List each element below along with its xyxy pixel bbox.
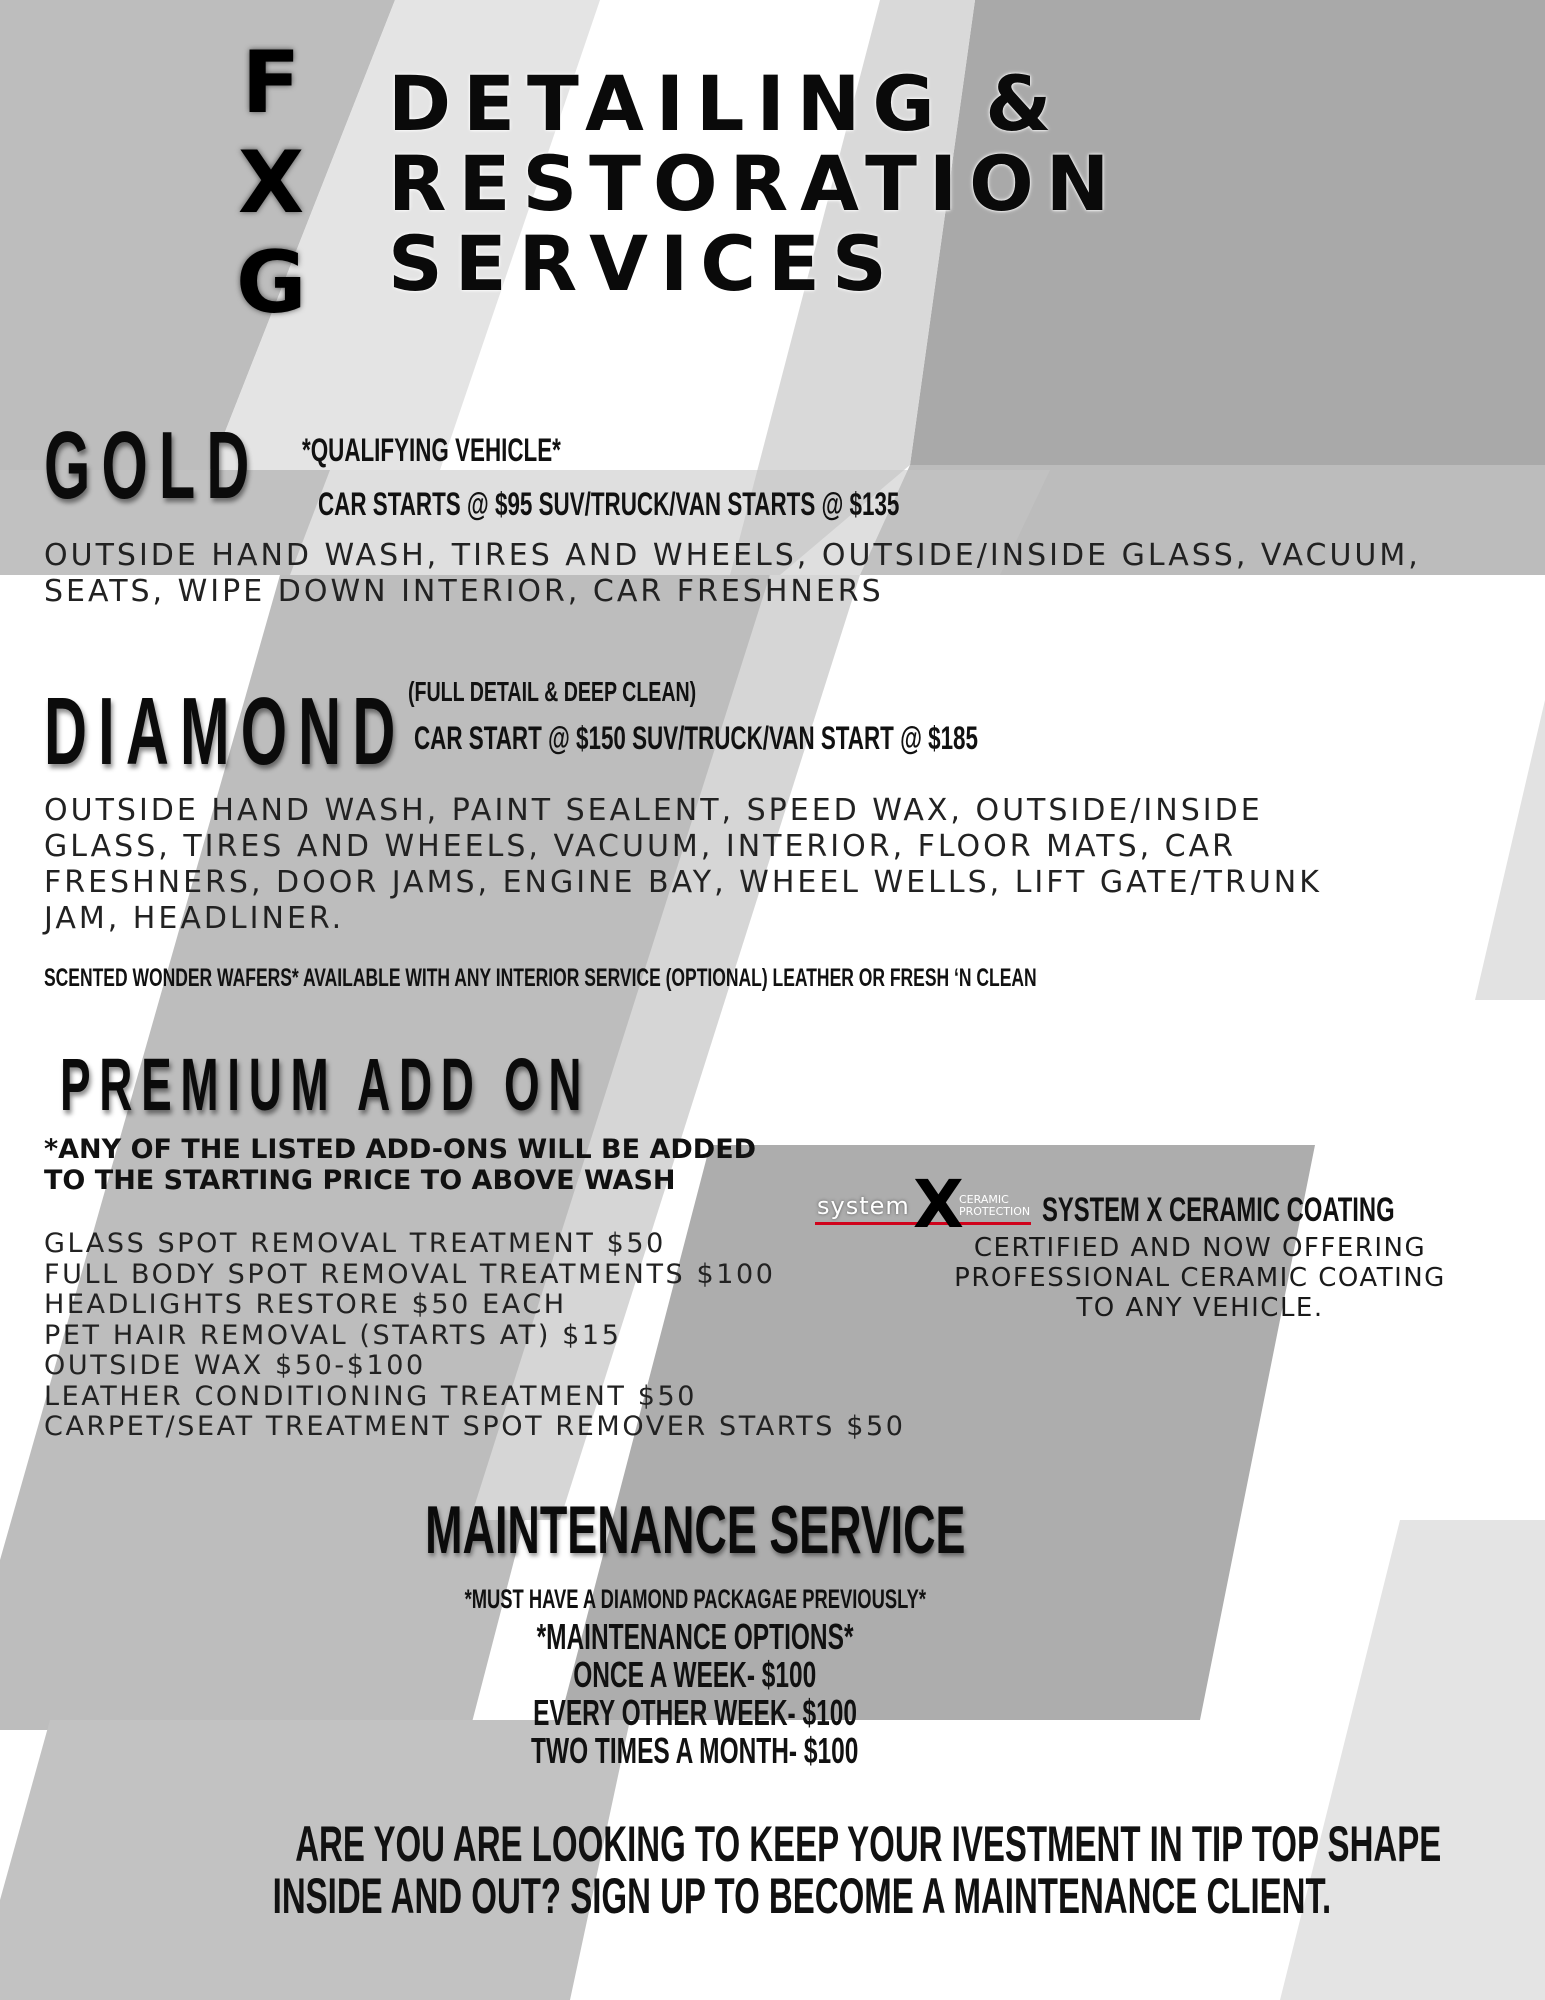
gold-description-line: SEATS, WIPE DOWN INTERIOR, CAR FRESHNERS [44, 574, 884, 609]
addon-item: LEATHER CONDITIONING TREATMENT $50 [44, 1380, 698, 1412]
title-line-1: DETAILING & [388, 59, 1064, 148]
diamond-description-line: GLASS, TIRES AND WHEELS, VACUUM, INTERIOR, FLOOR MATS, CAR [44, 829, 1236, 864]
maintenance-title: MAINTENANCE SERVICE [424, 1492, 966, 1568]
gold-description [44, 538, 1421, 610]
maintenance-option: EVERY OTHER WEEK- $100 [533, 1692, 857, 1733]
addon-list [44, 1229, 906, 1443]
title-line-2: RESTORATION [388, 139, 1122, 228]
diamond-description [44, 793, 1322, 937]
maintenance-options [0, 1618, 1390, 1770]
premium-notice [44, 1134, 756, 1196]
gold-pricing: CAR STARTS @ $95 SUV/TRUCK/VAN STARTS @ $135 [318, 486, 900, 522]
maintenance-option: TWO TIMES A MONTH- $100 [531, 1730, 859, 1771]
addon-item: FULL BODY SPOT REMOVAL TREATMENTS $100 [44, 1258, 776, 1290]
title-line-3: SERVICES [388, 219, 899, 308]
premium-notice-line: *ANY OF THE LISTED ADD-ONS WILL BE ADDED [44, 1134, 757, 1165]
maintenance-options-title: *MAINTENANCE OPTIONS* [536, 1616, 854, 1657]
system-x-logo-tag-line: CERAMIC [959, 1193, 1009, 1206]
maintenance-requirement-wrap [0, 1580, 1390, 1618]
diamond-wafers-note: SCENTED WONDER WAFERS* AVAILABLE WITH ANY INTERIOR SERVICE (OPTIONAL) LEATHER OR FRESH ‘N CLEAN [44, 964, 1037, 992]
call-to-action [0, 1818, 1545, 1922]
system-x-logo-tag [959, 1194, 1030, 1218]
gold-tier-title: GOLD [44, 412, 261, 519]
system-x-logo-letter: X [913, 1166, 964, 1243]
addon-item: HEADLIGHTS RESTORE $50 EACH [44, 1289, 567, 1320]
diamond-description-line: JAM, HEADLINER. [44, 901, 345, 936]
ceramic-description [930, 1233, 1470, 1323]
ceramic-description-line: PROFESSIONAL CERAMIC COATING [954, 1263, 1446, 1293]
diamond-description-line: OUTSIDE HAND WASH, PAINT SEALENT, SPEED WAX, OUTSIDE/INSIDE [44, 793, 1263, 828]
diamond-qualifier: (FULL DETAIL & DEEP CLEAN) [408, 676, 697, 707]
ceramic-description-line: CERTIFIED AND NOW OFFERING [973, 1233, 1427, 1263]
addon-item: GLASS SPOT REMOVAL TREATMENT $50 [44, 1228, 666, 1259]
premium-title: PREMIUM ADD ON [60, 1043, 591, 1126]
ceramic-title: SYSTEM X CERAMIC COATING [1042, 1191, 1395, 1229]
ceramic-description-line: TO ANY VEHICLE. [1076, 1293, 1324, 1323]
logo-letter-f: F [241, 33, 301, 133]
maintenance-requirement: *MUST HAVE A DIAMOND PACKAGAE PREVIOUSLY* [464, 1584, 926, 1614]
cta-line: INSIDE AND OUT? SIGN UP TO BECOME A MAINTENANCE CLIENT. [272, 1868, 1332, 1924]
system-x-logo-tag-line: PROTECTION [959, 1205, 1031, 1218]
system-x-logo [815, 1166, 1031, 1243]
diamond-pricing: CAR START @ $150 SUV/TRUCK/VAN START @ $185 [414, 720, 978, 756]
addon-item: OUTSIDE WAX $50-$100 [44, 1350, 426, 1381]
addon-item: PET HAIR REMOVAL (STARTS AT) $15 [44, 1319, 622, 1351]
premium-notice-line: TO THE STARTING PRICE TO ABOVE WASH [44, 1165, 676, 1196]
cta-line: ARE YOU ARE LOOKING TO KEEP YOUR IVESTMENT IN TIP TOP SHAPE [295, 1816, 1442, 1872]
logo-letter-x: X [237, 133, 305, 233]
addon-item: CARPET/SEAT TREATMENT SPOT REMOVER STARTS $50 [44, 1411, 906, 1442]
maintenance-title-wrap [0, 1492, 1390, 1568]
maintenance-option: ONCE A WEEK- $100 [573, 1654, 817, 1695]
diamond-description-line: FRESHNERS, DOOR JAMS, ENGINE BAY, WHEEL WELLS, LIFT GATE/TRUNK [44, 865, 1322, 900]
gold-description-line: OUTSIDE HAND WASH, TIRES AND WHEELS, OUTSIDE/INSIDE GLASS, VACUUM, [44, 538, 1421, 573]
gold-qualifier: *QUALIFYING VEHICLE* [302, 432, 561, 468]
system-x-logo-word: system [817, 1192, 910, 1220]
diamond-tier-title: DIAMOND [44, 678, 407, 785]
logo-letter-g: G [236, 233, 307, 333]
